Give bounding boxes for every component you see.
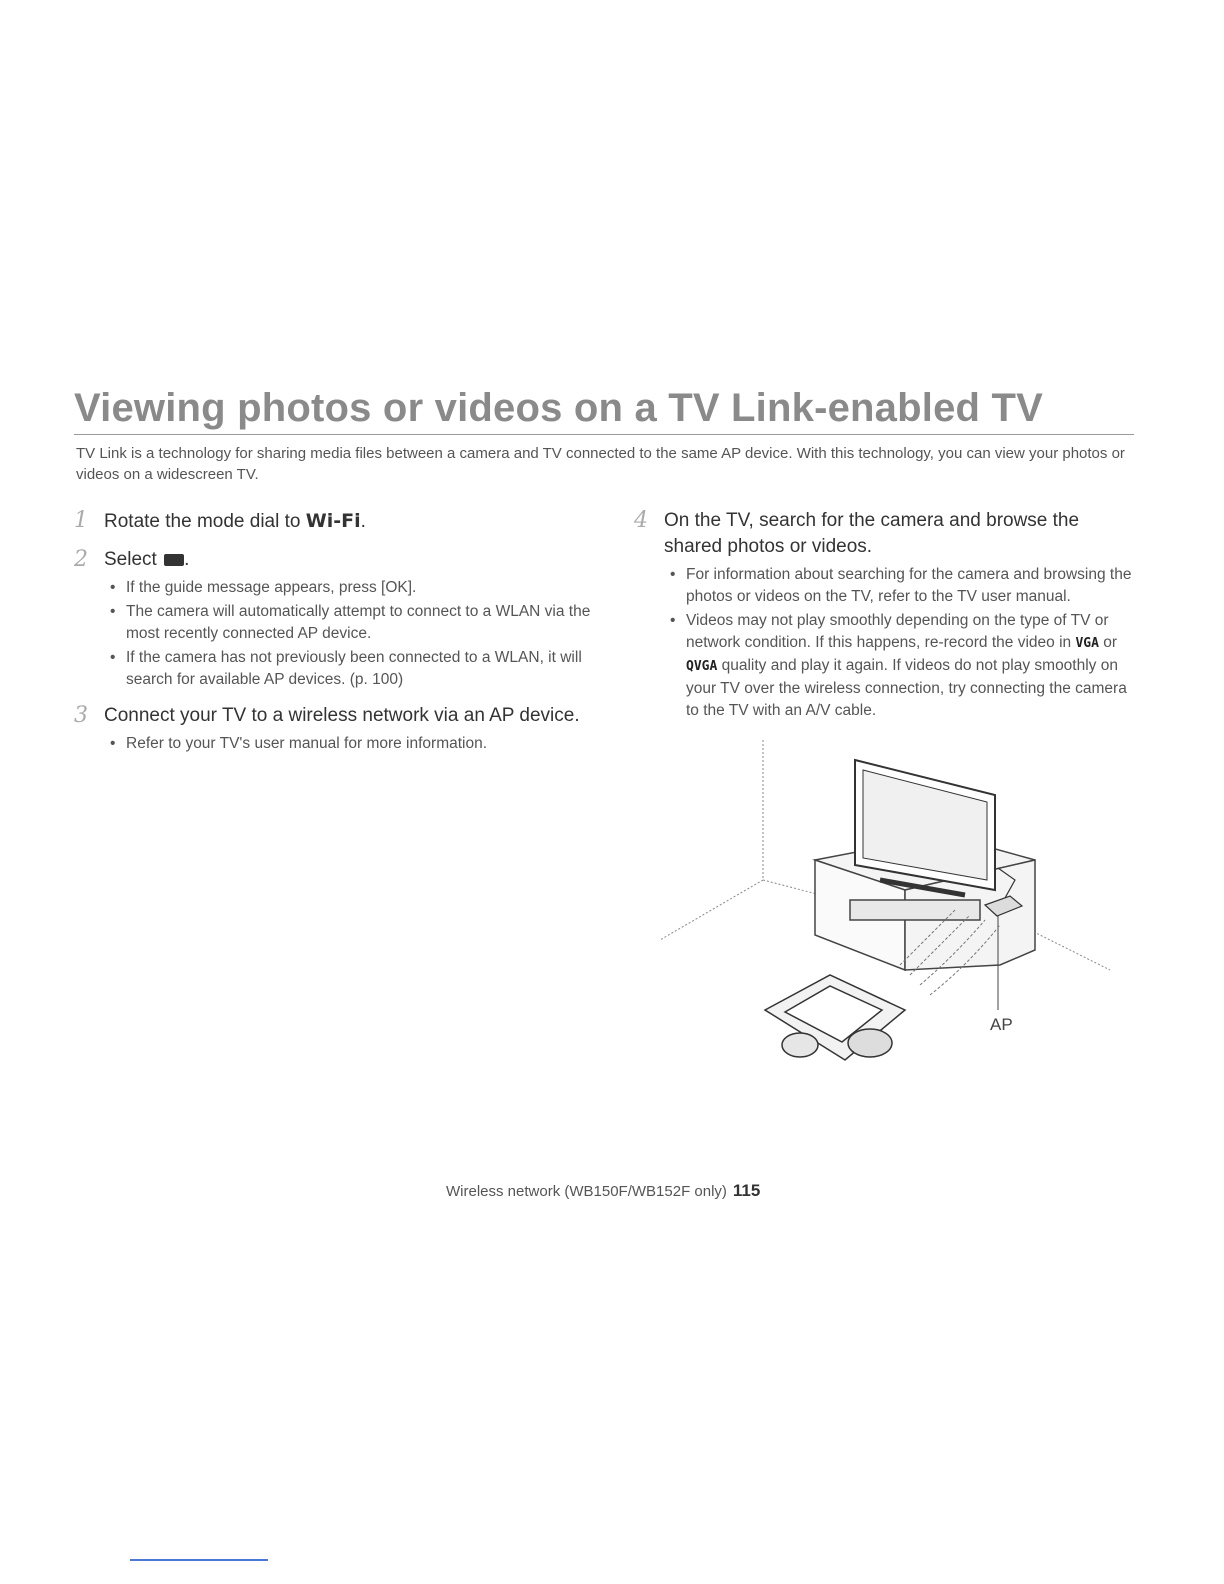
step-text: Rotate the mode dial to Wi-Fi.: [104, 510, 366, 532]
page-number: 115: [732, 1181, 761, 1200]
step-number: 3: [74, 703, 88, 728]
wifi-mode-label: Wi-Fi: [305, 510, 361, 532]
step-number: 2: [74, 547, 88, 572]
footer-section-title: Wireless network (WB150F/WB152F only): [446, 1183, 727, 1200]
list-item: • If the camera has not previously been connected to a WLAN, it will search for available AP devices. (p. 100): [110, 649, 582, 688]
step-1: [74, 508, 594, 535]
vga-quality-icon: VGA: [1075, 636, 1099, 651]
step-4-notes: [664, 564, 1134, 722]
qvga-quality-icon: QVGA: [686, 659, 718, 674]
step-3: [74, 703, 594, 755]
step-text: Connect your TV to a wireless network via an AP device.: [104, 705, 580, 726]
step-text: On the TV, search for the camera and browse the shared photos or videos.: [664, 510, 1080, 557]
list-item: • If the guide message appears, press [OK].: [110, 579, 417, 596]
list-item: • Refer to your TV's user manual for more information.: [110, 735, 488, 752]
tv-link-menu-icon: [164, 554, 184, 566]
step-4: [634, 508, 1134, 722]
camera-icon: [765, 975, 905, 1060]
step-number: 1: [74, 508, 88, 533]
bottom-link-underline[interactable]: [130, 1559, 268, 1561]
left-column: [74, 508, 594, 767]
page-footer: [446, 1181, 760, 1201]
title-divider: [74, 434, 1134, 435]
right-column: [634, 508, 1134, 734]
list-item: • Videos may not play smoothly depending on the type of TV or network condition. If this happens, re-record the video in VGA or QVGA quality and play it again. If videos do not play smoothly on your TV over the wireless connection, try connecting the camera to the TV with an A/V cable.: [670, 612, 1127, 719]
step-number: 4: [634, 508, 648, 533]
step-2: [74, 547, 594, 691]
step-text: Select .: [104, 549, 190, 570]
step-2-notes: [104, 577, 594, 691]
page-title: Viewing photos or videos on a TV Link-enabled TV: [74, 386, 1043, 430]
ap-label: AP: [990, 1015, 1013, 1034]
list-item: • The camera will automatically attempt to connect to a WLAN via the most recently connected AP device.: [110, 603, 591, 642]
tv-link-illustration: [660, 740, 1120, 1080]
step-3-notes: [104, 733, 594, 755]
list-item: • For information about searching for the camera and browsing the photos or videos on the TV, refer to the TV user manual.: [670, 566, 1132, 605]
intro-paragraph: TV Link is a technology for sharing media files between a camera and TV connected to the same AP device. With this technology, you can view your photos or videos on a widescreen TV.: [76, 445, 1125, 483]
